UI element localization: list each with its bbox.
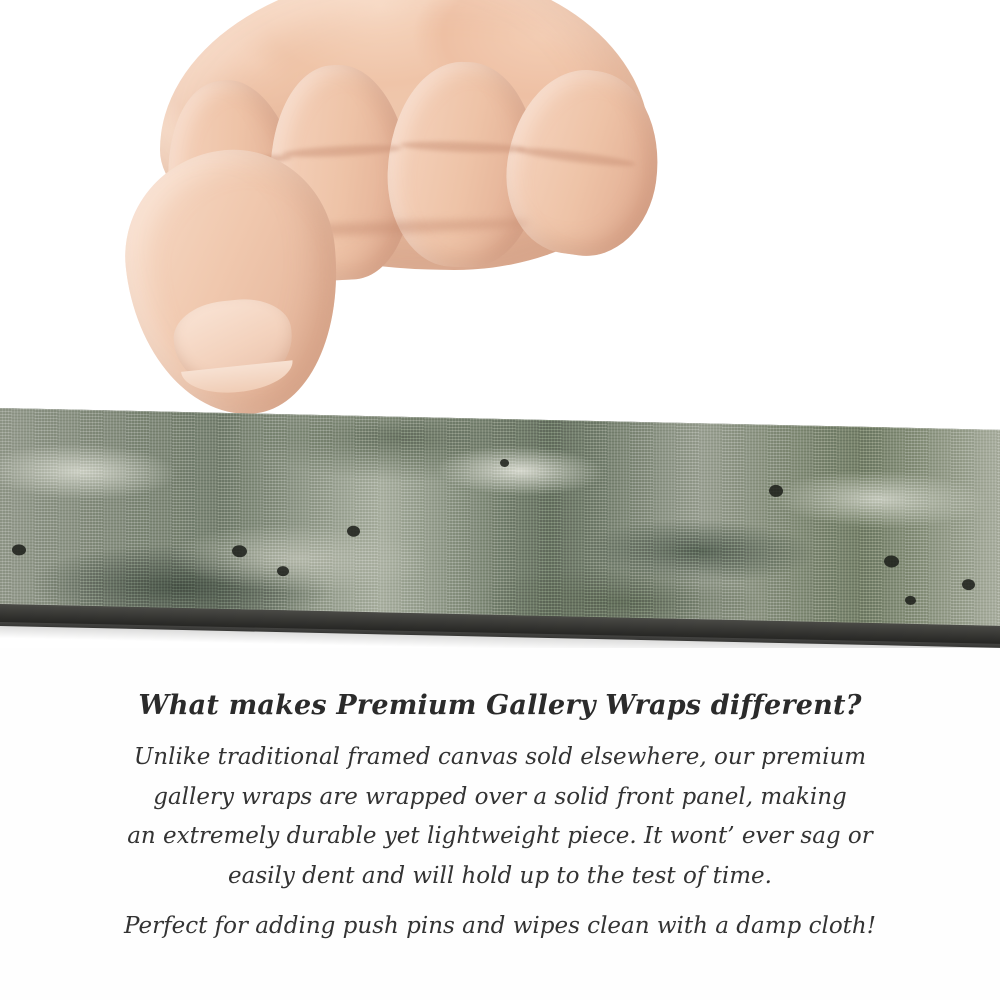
gallery-wrap-canvas: [0, 408, 1000, 640]
caption-final-line: Perfect for adding push pins and wipes clean with a damp cloth!: [124, 912, 876, 939]
caption-body: [0, 738, 1000, 946]
caption-line-3: an extremely durable yet lightweight piece. It wont’ ever sag or: [127, 823, 873, 850]
canvas-speck: [884, 555, 899, 567]
canvas-speck: [12, 544, 26, 555]
caption-line-1: Unlike traditional framed canvas sold elsewhere, our premium: [133, 744, 867, 771]
caption-line-2: gallery wraps are wrapped over a solid front panel, making: [153, 783, 847, 810]
canvas-speck: [500, 459, 509, 467]
canvas-weave-texture: [0, 408, 1000, 636]
caption-block: [0, 690, 1000, 946]
caption-line-4: easily dent and will hold up to the test of time.: [228, 863, 772, 890]
canvas-speck: [232, 545, 247, 557]
canvas-speck: [962, 579, 975, 590]
hand-illustration: [110, 0, 690, 420]
canvas-speck: [905, 596, 916, 605]
canvas-speck: [277, 566, 289, 576]
canvas-printed-face: [0, 408, 1000, 636]
canvas-speck: [769, 485, 783, 497]
canvas-speck: [347, 526, 360, 537]
caption-heading: What makes Premium Gallery Wraps different?: [138, 690, 862, 721]
